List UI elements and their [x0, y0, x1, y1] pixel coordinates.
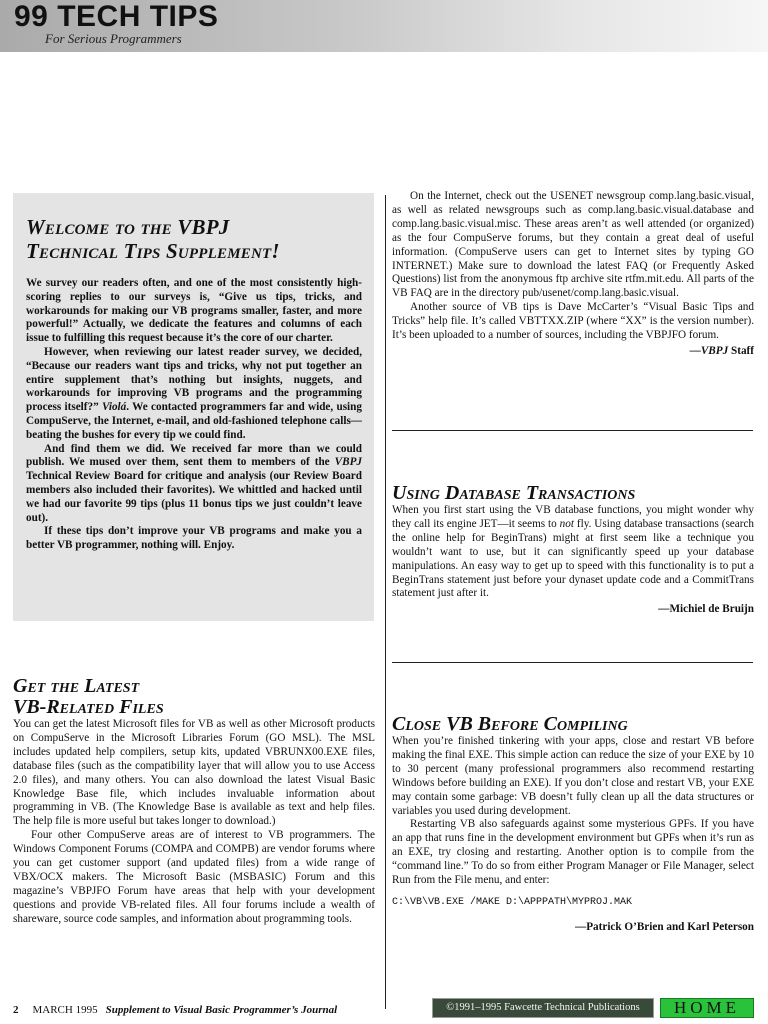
text-run: However, when reviewing our latest reader survey, we decided, “Because our readers want tips and tricks, why not put together an entire supplement that’s nothing but insights, nuggets, and workarounds for improving VB programs and the programming process itself?” [26, 345, 362, 414]
article-paragraph: Another source of VB tips is Dave McCarter’s “Visual Basic Tips and Tricks” help file. It’s called VBTTXX.ZIP (where “XX” is the version number). It’s been uploaded to a number of sources, including the VBPJFO forum. [392, 301, 754, 342]
internet-section [392, 190, 754, 359]
text-run: . We contacted programmers far and wide, using CompuServe, the Internet, e-mail, and old-fashioned telephone calls—beating the bushes for every tip we could find. [26, 401, 362, 441]
article-signature [392, 343, 754, 359]
welcome-paragraph [26, 346, 362, 443]
text-run: — [689, 344, 701, 357]
text-run: fly. Using database transactions (search the online help for BeginTrans) might at first seem like a technique you wouldn’t want to use, but it can significantly speed up your database manipulations. An easy way to get up to speed with this functionality is to put a BeginTrans statement just before your dynaset update code and a CommitTrans statement just after it. [392, 517, 755, 600]
masthead [0, 0, 768, 52]
article-paragraph: On the Internet, check out the USENET newsgroup comp.lang.basic.visual, as well as related newsgroups such as comp.lang.basic.visual.database and comp.lang.basic.visual.misc. These areas aren’t as well attended (or organized) as the four CompuServe forums, but they contain a great deal of useful information. (CompuServe users can get to Internet sites by typing GO INTERNET.) Make sure to download the latest FAQ (or Frequently Asked Questions) list from the anonymous ftp archive site rtfm.mit.edu. All parts of the VB FAQ are in the directory pub/usenet/comp.lang.basic.visual. [392, 190, 754, 300]
text-run: Staff [728, 344, 754, 357]
column-divider [385, 195, 386, 1009]
emphasis: VBPJ [700, 344, 729, 357]
emphasis: VBPJ [334, 456, 363, 469]
article-paragraph: Four other CompuServe areas are of interest to VB programmers. The Windows Component Forums (COMPA and COMPB) are vendor forums where you can get customer support (and updated files) from a wide range of VBX/OCX makers. The Microsoft Basic (MSBASIC) Forum and this magazine’s VBPJFO Forum have areas that help with your development questions and provide VB-related files. All four forums include a wealth of shareware, source code samples, and information about programming tools. [13, 829, 375, 925]
section-rule [392, 662, 753, 663]
code-command: C:\VB\VB.EXE /MAKE D:\APPPATH\MYPROJ.MAK [392, 896, 633, 908]
latest-files-section [13, 676, 375, 927]
text-run: Technical Review Board for critique and analysis (our Review Board members also included their favorites). We whittled and hacked until we had our favorite 99 tips (plus 11 bonus tips we just couldn’t leave out). [26, 470, 362, 524]
emphasis: not [559, 517, 574, 530]
latest-files-title [13, 676, 375, 718]
section-rule [392, 430, 753, 431]
article-paragraph [392, 504, 754, 601]
welcome-box [13, 193, 374, 621]
latest-files-title-line1: Get the Latest [13, 675, 140, 697]
publication-subtitle: For Serious Programmers [45, 31, 182, 46]
latest-files-title-line2: VB-Related Files [13, 696, 164, 718]
welcome-paragraph: If these tips don’t improve your VB programs and make you a better VB programmer, nothing will. Enjoy. [26, 525, 362, 552]
welcome-title [26, 215, 362, 263]
page-number: 2 [13, 1004, 19, 1016]
text-run: And find them we did. We received far more than we could publish. We mused over them, sent them to members of the [26, 442, 362, 469]
article-paragraph: Restarting VB also safeguards against some mysterious GPFs. If you have an app that runs fine in the development environment but GPFs when it’s run as an EXE, try closing and restarting. Another option is to compile from the “command line.” To do so from either Program Manager or File Manager, select Run from the File menu, and enter: [392, 818, 754, 887]
issue-date: MARCH 1995 [32, 1004, 98, 1016]
welcome-title-line1: Welcome to the VBPJ [26, 215, 230, 239]
text-run: When you first start using the VB database functions, you might wonder why they call its engine JET—it seems to [392, 504, 754, 530]
welcome-paragraph [26, 443, 362, 526]
article-signature: —Patrick O’Brien and Karl Peterson [575, 920, 754, 933]
close-vb-title: Close VB Before Compiling [392, 713, 628, 735]
supplement-name: Supplement to Visual Basic Programmer’s Journal [105, 1004, 338, 1016]
emphasis: Violá [102, 401, 127, 414]
article-paragraph: When you’re finished tinkering with your apps, close and restart VB before making the final EXE. This simple action can reduce the size of your EXE by 10 to 30 percent (many professional programmers also recommend restarting Windows before building an EXE). If you don’t close and restart VB, your EXE may contain some garbage: VB doesn’t fully clean up all the data structures or variables you used during development. [392, 735, 754, 817]
transactions-title: Using Database Transactions [392, 482, 636, 504]
article-signature: —Michiel de Bruijn [658, 603, 754, 616]
publication-title: 99 TECH TIPS [14, 0, 219, 33]
transactions-section [392, 483, 754, 617]
welcome-title-line2: Technical Tips Supplement! [26, 239, 280, 263]
article-paragraph: You can get the latest Microsoft files for VB as well as other Microsoft products on CompuServe in the Microsoft Libraries Forum (GO MSL). The MSL includes updated help compilers, setup kits, updated VBRUNX00.EXE files, database files (such as the compatibility layer that will allow you to use Access 2.0 files), and many others. You can also download the latest Visual Basic Knowledge Base file, which includes invaluable information about programming in VB. (The Knowledge Base is available as text and help files. The help file is more useful but takes longer to download.) [13, 718, 375, 828]
page-footer [13, 1003, 337, 1017]
copyright-badge: ©1991–1995 Fawcette Technical Publications [432, 998, 654, 1018]
welcome-paragraph: We survey our readers often, and one of the most consistently high-scoring replies to our surveys is, “Give us tips, tricks, and workarounds for making our VB programs smaller, faster, and more powerful!” Actually, we dedicate the features and columns of each issue to fulfilling this request because it’s the core of our charter. [26, 277, 362, 345]
close-vb-section [392, 714, 754, 935]
home-button[interactable]: HOME [660, 998, 754, 1018]
